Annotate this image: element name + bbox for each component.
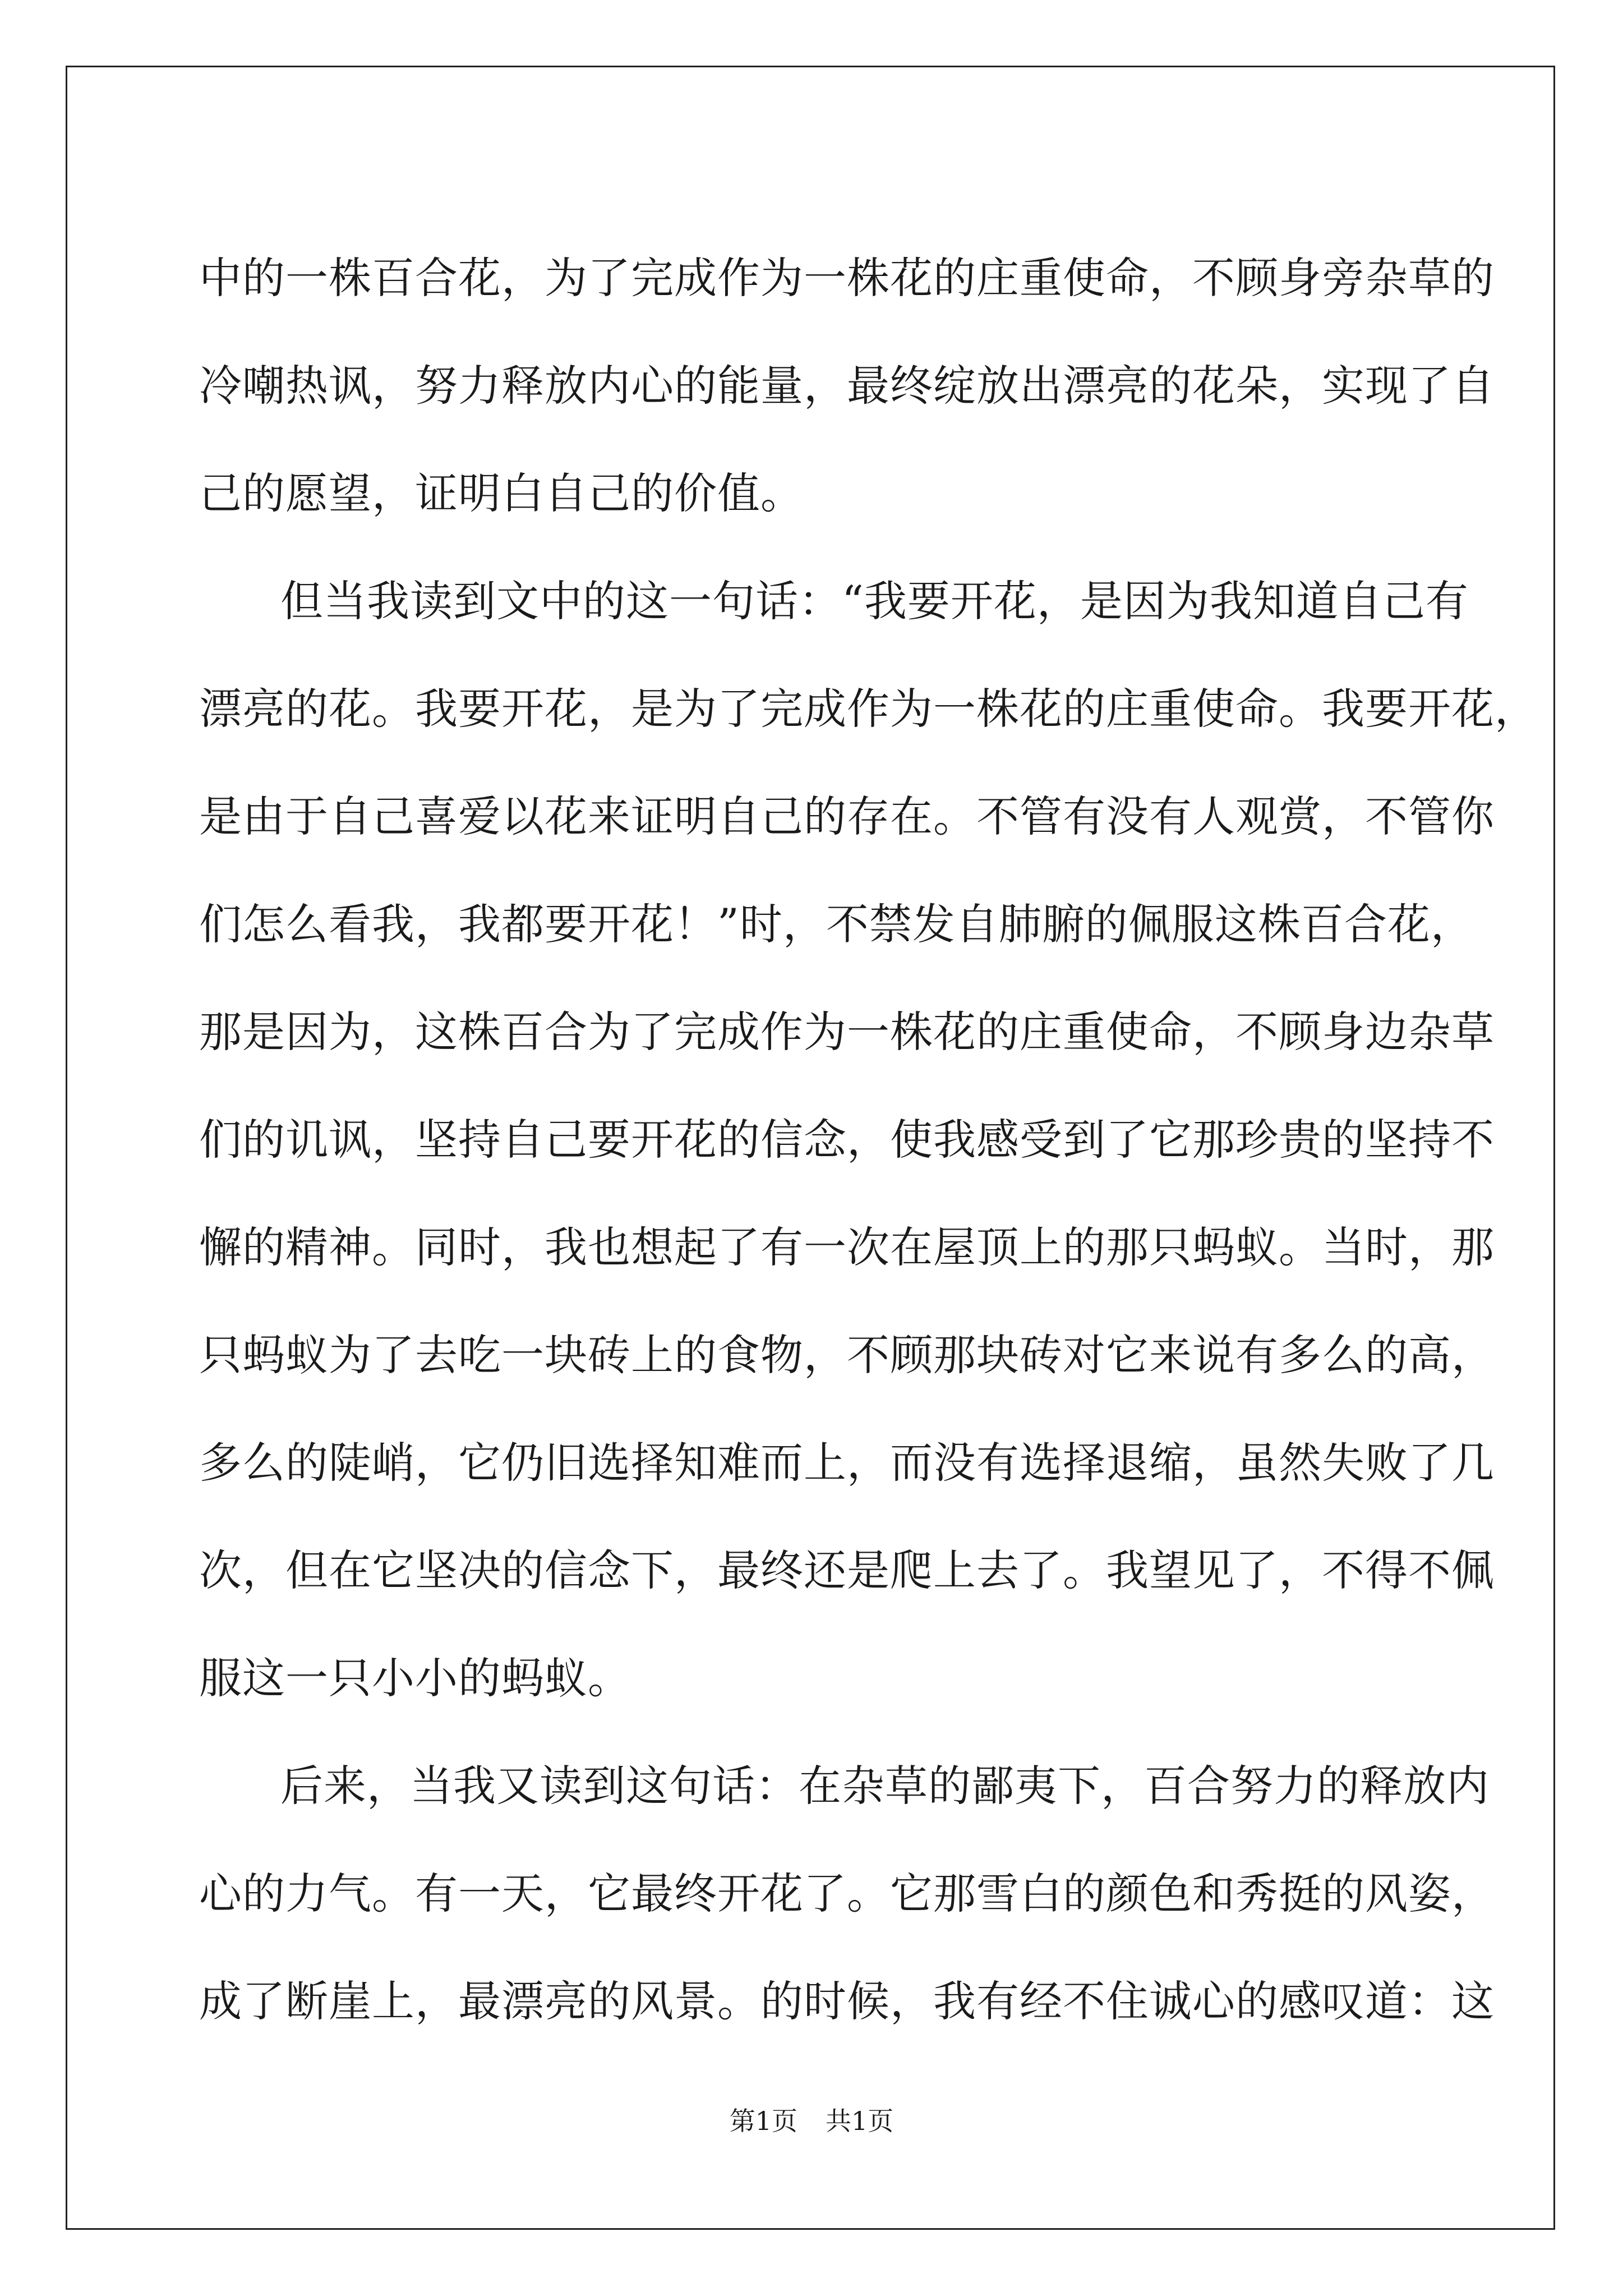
paragraph-start-line: 但当我读到文中的这一句话：“我要开花，是因为我知道自己有 bbox=[280, 576, 1469, 626]
text-line: 服这一只小小的蚂蚁。 bbox=[199, 1653, 631, 1703]
text-line: 们怎么看我，我都要开花！”时，不禁发自肺腑的佩服这株百合花， bbox=[199, 899, 1474, 949]
text-line: 们的讥讽，坚持自己要开花的信念，使我感受到了它那珍贵的坚持不 bbox=[199, 1115, 1495, 1165]
page-total: 共1页 bbox=[826, 2106, 894, 2136]
text-line: 多么的陡峭，它仍旧选择知难而上，而没有选择退缩，虽然失败了几 bbox=[199, 1438, 1495, 1488]
text-line: 心的力气。有一天，它最终开花了。它那雪白的颜色和秀挺的风姿， bbox=[199, 1869, 1495, 1918]
text-line: 成了断崖上，最漂亮的风景。的时候，我有经不住诚心的感叹道：这 bbox=[199, 1976, 1495, 2026]
page-footer bbox=[0, 2101, 1623, 2138]
text-line: 次，但在它坚决的信念下，最终还是爬上去了。我望见了，不得不佩 bbox=[199, 1545, 1495, 1595]
paragraph-start-line: 后来，当我又读到这句话：在杂草的鄙夷下，百合努力的释放内 bbox=[280, 1761, 1490, 1811]
document-body bbox=[199, 224, 1538, 2055]
text-line: 冷嘲热讽，努力释放内心的能量，最终绽放出漂亮的花朵，实现了自 bbox=[199, 361, 1495, 411]
text-line: 懈的精神。同时，我也想起了有一次在屋顶上的那只蚂蚁。当时，那 bbox=[199, 1222, 1495, 1272]
text-line: 己的愿望，证明白自己的价值。 bbox=[199, 468, 804, 518]
page-number: 第1页 bbox=[729, 2106, 797, 2136]
text-line: 只蚂蚁为了去吃一块砖上的食物，不顾那块砖对它来说有多么的高， bbox=[199, 1330, 1495, 1380]
text-line: 中的一株百合花，为了完成作为一株花的庄重使命，不顾身旁杂草的 bbox=[199, 253, 1495, 303]
text-line: 那是因为，这株百合为了完成作为一株花的庄重使命，不顾身边杂草 bbox=[199, 1007, 1495, 1057]
text-line: 是由于自己喜爱以花来证明自己的存在。不管有没有人观赏，不管你 bbox=[199, 792, 1495, 841]
text-line: 漂亮的花。我要开花，是为了完成作为一株花的庄重使命。我要开花， bbox=[199, 684, 1538, 734]
